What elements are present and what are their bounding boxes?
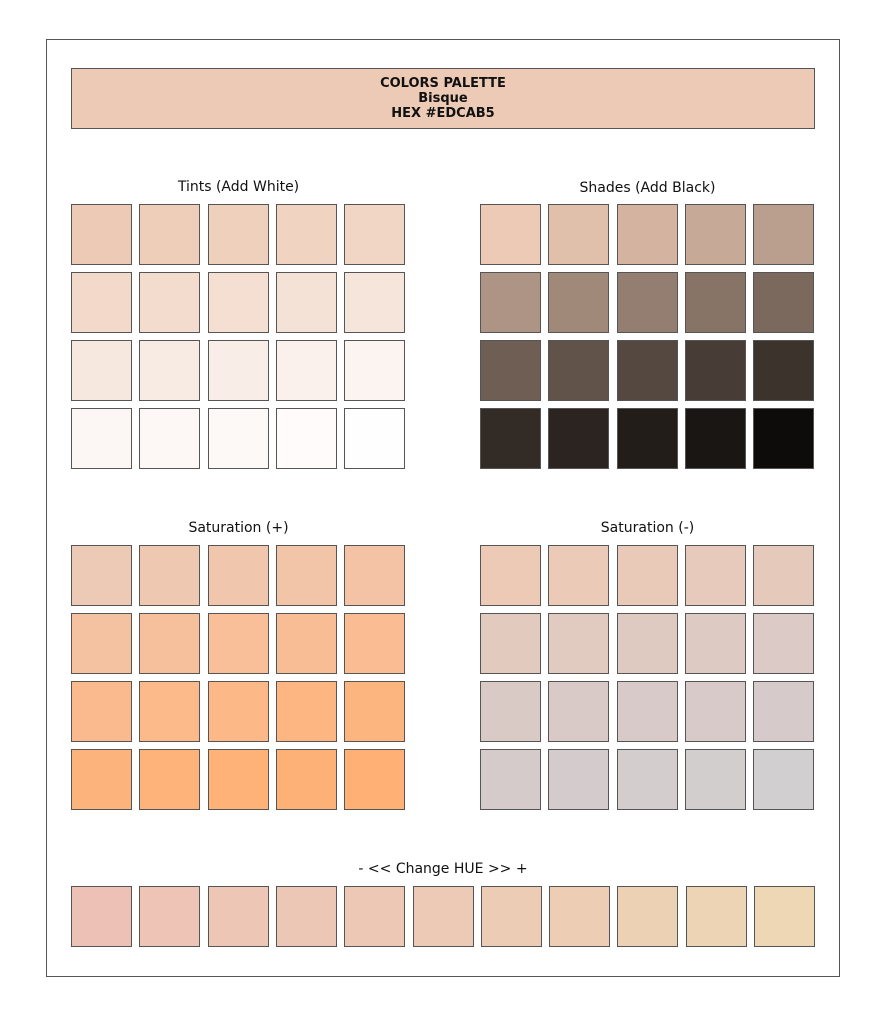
color-swatch — [548, 340, 609, 401]
color-swatch — [753, 272, 814, 333]
color-swatch — [753, 613, 814, 674]
color-swatch — [480, 204, 541, 265]
hue-swatch — [344, 886, 405, 947]
color-swatch — [208, 204, 269, 265]
color-swatch — [139, 681, 200, 742]
color-swatch — [480, 340, 541, 401]
hue-swatch — [276, 886, 337, 947]
color-swatch — [753, 681, 814, 742]
color-swatch — [617, 681, 678, 742]
color-swatch — [71, 749, 132, 810]
color-swatch — [208, 749, 269, 810]
color-swatch — [71, 204, 132, 265]
color-swatch — [139, 749, 200, 810]
palette-title: COLORS PALETTE — [380, 76, 506, 91]
hue-swatch — [549, 886, 610, 947]
color-swatch — [685, 749, 746, 810]
color-swatch — [685, 204, 746, 265]
color-swatch — [548, 408, 609, 469]
color-swatch — [344, 408, 405, 469]
color-swatch — [685, 408, 746, 469]
color-swatch — [139, 613, 200, 674]
hue-title: - << Change HUE >> + — [358, 861, 528, 877]
tints-title: Tints (Add White) — [177, 179, 300, 195]
color-swatch — [276, 681, 337, 742]
hue-swatch — [208, 886, 269, 947]
color-swatch — [617, 749, 678, 810]
hue-swatch — [71, 886, 132, 947]
color-swatch — [208, 408, 269, 469]
color-swatch — [685, 681, 746, 742]
color-swatch — [344, 681, 405, 742]
color-swatch — [139, 272, 200, 333]
color-swatch — [753, 545, 814, 606]
color-swatch — [276, 408, 337, 469]
color-swatch — [480, 613, 541, 674]
color-swatch — [685, 545, 746, 606]
color-swatch — [480, 408, 541, 469]
color-swatch — [753, 749, 814, 810]
color-swatch — [276, 272, 337, 333]
hue-swatch — [413, 886, 474, 947]
color-swatch — [617, 408, 678, 469]
color-swatch — [344, 545, 405, 606]
color-swatch — [71, 272, 132, 333]
color-swatch — [71, 340, 132, 401]
color-swatch — [71, 545, 132, 606]
color-swatch — [208, 681, 269, 742]
color-swatch — [344, 204, 405, 265]
color-swatch — [139, 340, 200, 401]
color-swatch — [276, 749, 337, 810]
color-swatch — [548, 613, 609, 674]
color-swatch — [548, 204, 609, 265]
color-swatch — [344, 340, 405, 401]
color-swatch — [276, 613, 337, 674]
shades-title: Shades (Add Black) — [579, 180, 716, 196]
color-swatch — [71, 681, 132, 742]
color-swatch — [685, 613, 746, 674]
color-swatch — [208, 613, 269, 674]
color-name: Bisque — [418, 91, 468, 106]
color-swatch — [480, 272, 541, 333]
color-swatch — [685, 340, 746, 401]
color-swatch — [71, 408, 132, 469]
color-swatch — [617, 340, 678, 401]
color-swatch — [617, 613, 678, 674]
palette-header — [71, 68, 815, 129]
color-swatch — [753, 204, 814, 265]
color-swatch — [276, 340, 337, 401]
hue-swatch — [754, 886, 815, 947]
color-swatch — [753, 340, 814, 401]
color-swatch — [344, 749, 405, 810]
color-swatch — [480, 681, 541, 742]
color-swatch — [685, 272, 746, 333]
color-swatch — [139, 545, 200, 606]
hue-swatch — [139, 886, 200, 947]
color-swatch — [71, 613, 132, 674]
color-swatch — [208, 272, 269, 333]
color-swatch — [617, 545, 678, 606]
color-swatch — [208, 545, 269, 606]
color-swatch — [617, 272, 678, 333]
color-swatch — [548, 545, 609, 606]
color-swatch — [344, 613, 405, 674]
color-swatch — [480, 749, 541, 810]
hue-swatch — [686, 886, 747, 947]
hue-swatch — [617, 886, 678, 947]
color-swatch — [617, 204, 678, 265]
color-swatch — [344, 272, 405, 333]
color-swatch — [548, 272, 609, 333]
color-swatch — [276, 204, 337, 265]
color-swatch — [139, 204, 200, 265]
color-swatch — [753, 408, 814, 469]
color-swatch — [208, 340, 269, 401]
saturation-minus-title: Saturation (-) — [600, 520, 695, 536]
color-swatch — [548, 681, 609, 742]
color-swatch — [480, 545, 541, 606]
color-swatch — [548, 749, 609, 810]
saturation-plus-title: Saturation (+) — [188, 520, 289, 536]
color-swatch — [276, 545, 337, 606]
hue-swatch — [481, 886, 542, 947]
color-hex: HEX #EDCAB5 — [391, 106, 495, 121]
color-swatch — [139, 408, 200, 469]
